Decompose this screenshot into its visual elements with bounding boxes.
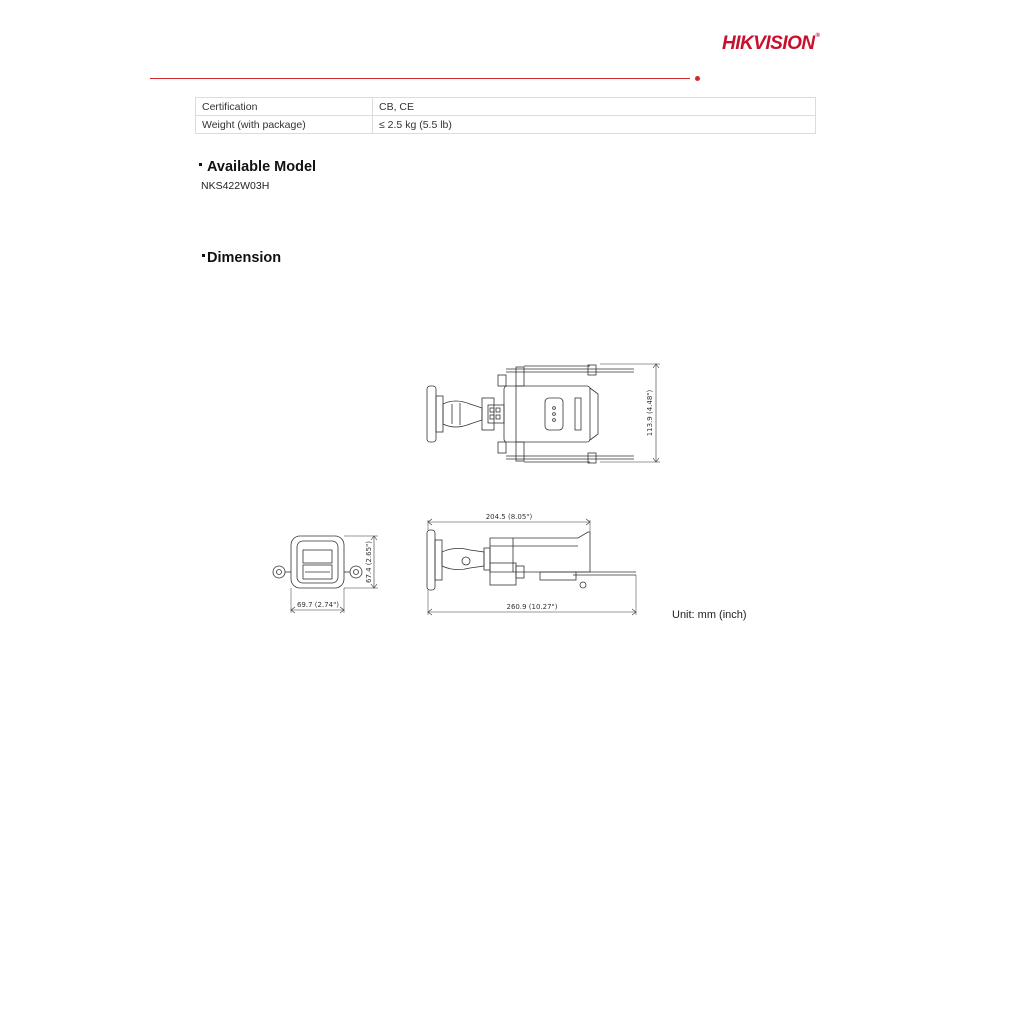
dimension-heading: Dimension bbox=[202, 250, 281, 266]
spec-key: Certification bbox=[196, 98, 373, 116]
model-number: NKS422W03H bbox=[201, 180, 270, 192]
dimension-label-front-width: 69.7 (2.74") bbox=[296, 601, 340, 609]
dimension-label-length-body: 204.5 (8.05") bbox=[485, 513, 533, 521]
spec-key: Weight (with package) bbox=[196, 116, 373, 134]
dimension-label-height-top: 113.9 (4.48") bbox=[646, 389, 654, 437]
spec-value: CB, CE bbox=[373, 98, 816, 116]
spec-value: ≤ 2.5 kg (5.5 lb) bbox=[373, 116, 816, 134]
available-model-heading: Available Model bbox=[199, 159, 316, 175]
camera-top-view bbox=[427, 364, 660, 463]
dimension-label-length-total: 260.9 (10.27") bbox=[506, 603, 558, 611]
unit-note: Unit: mm (inch) bbox=[672, 609, 747, 621]
hikvision-logo: HIKVISION® bbox=[722, 33, 820, 54]
dimension-label-front-height: 67.4 (2.65") bbox=[365, 540, 373, 584]
camera-side-view bbox=[427, 519, 636, 615]
